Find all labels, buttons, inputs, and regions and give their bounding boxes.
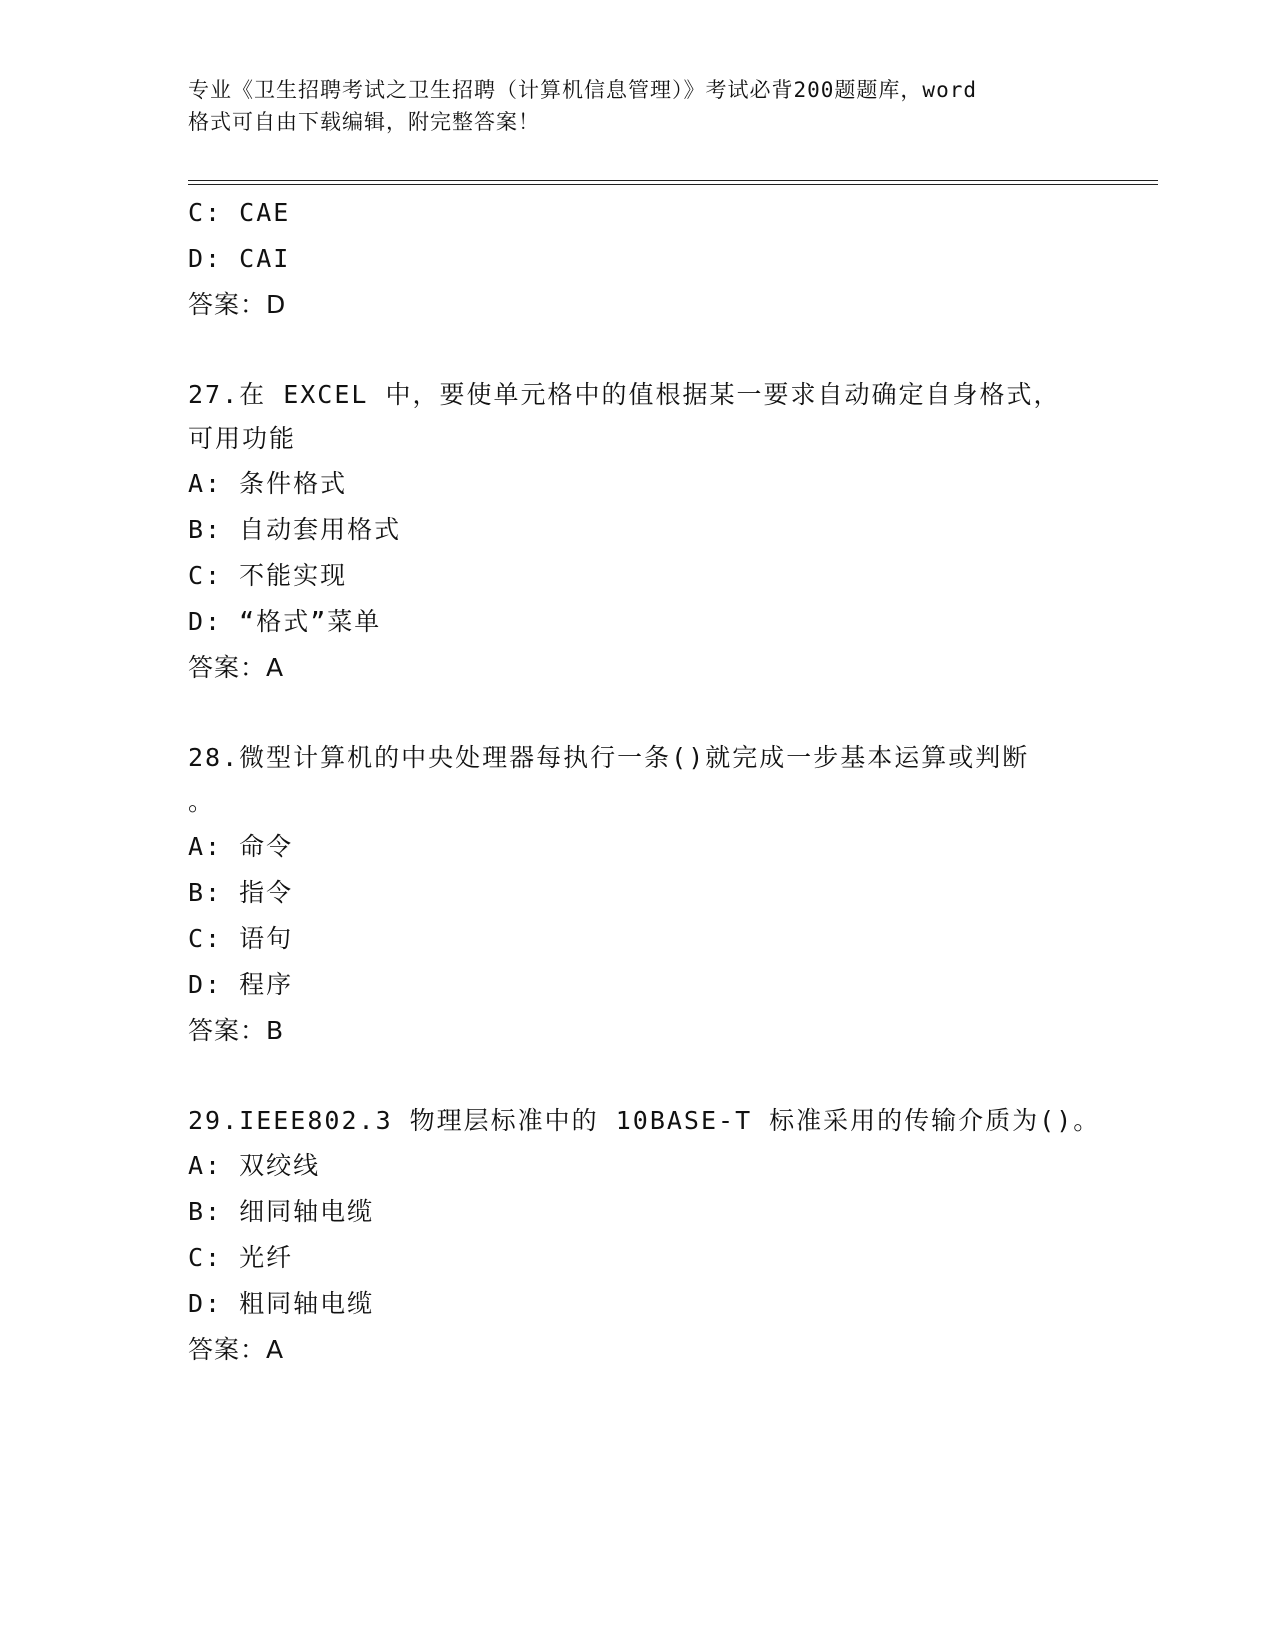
option-c: C: 不能实现 [188,561,348,590]
answer-line: 答案：D [188,290,287,319]
spacer [188,691,1088,736]
question-stem-line-1: 28.微型计算机的中央处理器每执行一条()就完成一步基本运算或判断 [188,743,1030,772]
question-stem-line-1: 29.IEEE802.3 物理层标准中的 10BASE-T 标准采用的传输介质为()。 [188,1106,1101,1135]
spacer [188,1054,1088,1099]
option-b: B: 自动套用格式 [188,515,402,544]
question-stem-line-2: 可用功能 [188,424,297,453]
question-29 [188,1099,1101,1373]
question-27 [188,373,1088,691]
question-stem-line-1: 27.在 EXCEL 中，要使单元格中的值根据某一要求自动确定自身格式， [188,380,1061,409]
question-list [188,190,1101,1373]
option-c: C: CAE [188,198,291,227]
header-divider-bottom [188,184,1158,185]
option-a: A: 条件格式 [188,469,348,498]
document-header [188,74,1088,138]
option-d: D: CAI [188,244,291,273]
option-b: B: 指令 [188,878,294,907]
header-title-line-1: 专业《卫生招聘考试之卫生招聘（计算机信息管理）》考试必背200题题库，word [188,78,977,102]
header-divider-top [188,180,1158,181]
answer-line: 答案：A [188,1335,285,1364]
header-title-line-2: 格式可自由下载编辑，附完整答案！ [188,110,540,134]
question-stem-line-2: 。 [188,787,216,816]
option-d: D: “格式”菜单 [188,607,382,636]
question-28 [188,736,1088,1054]
option-b: B: 细同轴电缆 [188,1197,375,1226]
option-a: A: 双绞线 [188,1151,321,1180]
partial-question [188,190,1088,328]
option-c: C: 语句 [188,924,294,953]
answer-line: 答案：A [188,653,285,682]
option-c: C: 光纤 [188,1243,294,1272]
option-a: A: 命令 [188,832,294,861]
option-d: D: 程序 [188,970,294,999]
option-d: D: 粗同轴电缆 [188,1289,375,1318]
answer-line: 答案：B [188,1016,285,1045]
spacer [188,328,1088,373]
